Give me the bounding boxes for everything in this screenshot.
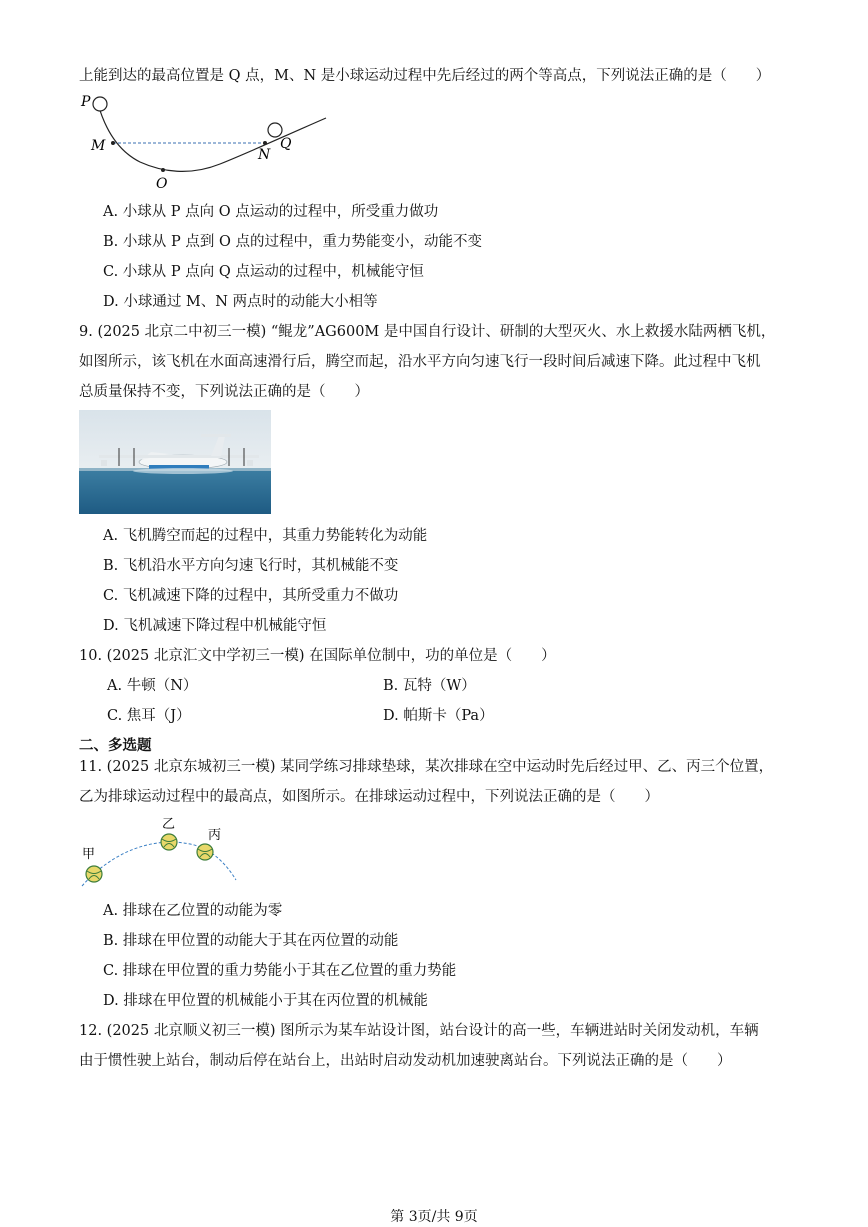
label-q: Q (280, 136, 292, 152)
q9-stem-line-3: 总质量保持不变，下列说法正确的是（ ） (79, 384, 369, 400)
q10-option-b: B. 瓦特（W） (383, 678, 476, 694)
q9-option-d: D. 飞机减速下降过程中机械能守恒 (103, 618, 327, 634)
volleyball-trajectory-figure (80, 814, 240, 890)
q9-option-c: C. 飞机减速下降的过程中，其所受重力不做功 (103, 588, 399, 604)
point-m (111, 141, 115, 145)
q10-option-d: D. 帕斯卡（Pa） (383, 708, 494, 724)
q8-stem-tail: 上能到达的最高位置是 Q 点，M、N 是小球运动过程中先后经过的两个等高点，下列说法正确的是（ ） (79, 68, 771, 84)
point-n (263, 141, 267, 145)
track-curve (98, 104, 326, 171)
q9-stem-line-2: 如图所示，该飞机在水面高速滑行后，腾空而起，沿水平方向匀速飞行一段时间后减速下降。此过程中飞机 (79, 354, 761, 370)
label-n: N (258, 147, 271, 163)
label-bing: 丙 (208, 828, 222, 843)
ball-bing (197, 844, 213, 860)
q11-stem-line-2: 乙为排球运动过程中的最高点，如图所示。在排球运动过程中，下列说法正确的是（ ） (79, 789, 659, 805)
q9-option-b: B. 飞机沿水平方向匀速飞行时，其机械能不变 (103, 558, 399, 574)
q9-option-a: A. 飞机腾空而起的过程中，其重力势能转化为动能 (103, 528, 428, 544)
label-jia: 甲 (82, 847, 96, 862)
label-p: P (81, 94, 91, 110)
q11-option-c: C. 排球在甲位置的重力势能小于其在乙位置的重力势能 (103, 963, 457, 979)
label-m: M (91, 138, 106, 154)
q11-option-d: D. 排球在甲位置的机械能小于其在丙位置的机械能 (103, 993, 428, 1009)
ball-yi (161, 834, 177, 850)
q10-option-c: C. 焦耳（J） (107, 708, 191, 724)
q9-stem-line-1: 9. (2025 北京二中初三一模) “鲲龙”AG600M 是中国自行设计、研制的大型灭火、水上救援水陆两栖飞机， (79, 324, 776, 340)
q10-stem: 10. (2025 北京汇文中学初三一模) 在国际单位制中，功的单位是（ ） (79, 648, 556, 664)
q11-option-b: B. 排球在甲位置的动能大于其在丙位置的动能 (103, 933, 399, 949)
ball-q (268, 123, 282, 137)
q8-option-d: D. 小球通过 M、N 两点时的动能大小相等 (103, 294, 378, 310)
seaplane-photo (79, 410, 271, 514)
label-o: O (156, 176, 168, 192)
ball-p (93, 97, 107, 111)
label-yi: 乙 (162, 817, 176, 832)
q12-stem-line-1: 12. (2025 北京顺义初三一模) 图所示为某车站设计图，站台设计的高一些，车辆进站时关闭发动机，车辆 (79, 1023, 759, 1039)
q11-stem-line-1: 11. (2025 北京东城初三一模) 某同学练习排球垫球，某次排球在空中运动时先后经过甲、乙、丙三个位置， (79, 759, 774, 775)
q8-option-c: C. 小球从 P 点向 Q 点运动的过程中，机械能守恒 (103, 264, 424, 280)
q8-option-b: B. 小球从 P 点到 O 点的过程中，重力势能变小，动能不变 (103, 234, 482, 250)
q10-option-a: A. 牛顿（N） (107, 678, 198, 694)
point-o (161, 168, 165, 172)
page-footer: 第 3页/共 9页 (390, 1209, 478, 1225)
q8-option-a: A. 小球从 P 点向 O 点运动的过程中，所受重力做功 (103, 204, 439, 220)
q12-stem-line-2: 由于惯性驶上站台，制动后停在站台上，出站时启动发动机加速驶离站台。下列说法正确的是（ ） (79, 1053, 732, 1069)
q8-track-figure (80, 92, 330, 192)
q11-option-a: A. 排球在乙位置的动能为零 (103, 903, 283, 919)
section-heading: 二、多选题 (79, 737, 152, 754)
ball-jia (86, 866, 102, 882)
